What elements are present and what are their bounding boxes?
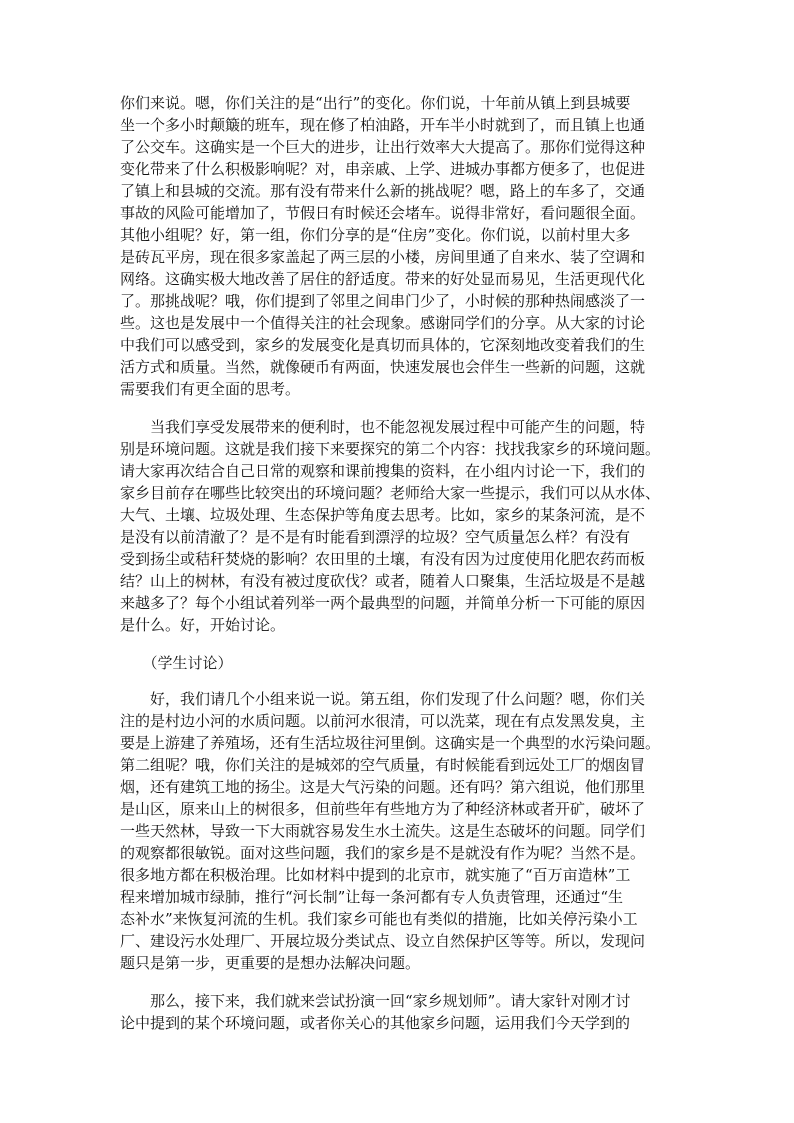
text-line: 事故的风险可能增加了，节假日有时候还会堵车。说得非常好，看问题很全面。 (120, 204, 646, 222)
paragraph (120, 688, 680, 974)
text-line: 些。这也是发展中一个值得关注的社会现象。感谢同学们的分享。从大家的讨论 (120, 314, 646, 332)
text-line: 要是上游建了养殖场，还有生活垃圾往河里倒。这确实是一个典型的水污染问题。 (120, 734, 661, 752)
text-line: 其他小组呢？好，第一组，你们分享的是“住房”变化。你们说，以前村里大多 (120, 226, 631, 244)
text-line: 一些天然林，导致一下大雨就容易发生水土流失。这是生态破坏的问题。同学们 (120, 822, 646, 840)
text-line: 当我们享受发展带来的便利时，也不能忽视发展过程中可能产生的问题，特 (120, 418, 646, 436)
text-line: 了公交车。这确实是一个巨大的进步，让出行效率大大提高了。那你们觉得这种 (120, 138, 646, 156)
paragraph (120, 92, 680, 400)
text-line: （学生讨论） (120, 654, 233, 672)
text-line: 题只是第一步，更重要的是想办法解决问题。 (120, 954, 421, 972)
text-line: 来越多了？每个小组试着列举一两个最典型的问题，并简单分析一下可能的原因 (120, 594, 646, 612)
text-line: 结？山上的树林，有没有被过度砍伐？或者，随着人口聚集，生活垃圾是不是越 (120, 572, 646, 590)
text-line: 论中提到的某个环境问题，或者你关心的其他家乡问题，运用我们今天学到的 (120, 1014, 631, 1032)
text-line: 烟，还有建筑工地的扬尘。这是大气污染的问题。还有吗？第六组说，他们那里 (120, 778, 646, 796)
text-line: 厂、建设污水处理厂、开展垃圾分类试点、设立自然保护区等等。所以，发现问 (120, 932, 646, 950)
text-line: 很多地方都在积极治理。比如材料中提到的北京市，就实施了“百万亩造林”工 (120, 866, 631, 884)
paragraph (120, 990, 680, 1034)
text-line: 大气、土壤、垃圾处理、生态保护等角度去思考。比如，家乡的某条河流，是不 (120, 506, 646, 524)
text-line: 了。那挑战呢？哦，你们提到了邻里之间串门少了，小时候的那种热闹感淡了一 (120, 292, 646, 310)
text-line: 程来增加城市绿肺，推行“河长制”让每一条河都有专人负责管理，还通过“生 (120, 888, 624, 906)
text-line: 注的是村边小河的水质问题。以前河水很清，可以洗菜，现在有点发黑发臭，主 (120, 712, 646, 730)
text-line: 是没有以前清澈了？是不是有时能看到漂浮的垃圾？空气质量怎么样？有没有 (120, 528, 631, 546)
paragraph-student-discussion (120, 652, 680, 674)
text-line: 请大家再次结合自己日常的观察和课前搜集的资料，在小组内讨论一下，我们的 (120, 462, 646, 480)
text-line: 是砖瓦平房，现在很多家盖起了两三层的小楼，房间里通了自来水、装了空调和 (120, 248, 646, 266)
text-line: 那么，接下来，我们就来尝试扮演一回“家乡规划师”。请大家针对刚才讨 (120, 992, 631, 1010)
text-line: 家乡目前存在哪些比较突出的环境问题？老师给大家一些提示，我们可以从水体、 (120, 484, 661, 502)
text-line: 受到扬尘或秸秆焚烧的影响？农田里的土壤，有没有因为过度使用化肥农药而板 (120, 550, 646, 568)
text-line: 的观察都很敏锐。面对这些问题，我们的家乡是不是就没有作为呢？当然不是。 (120, 844, 646, 862)
text-line: 需要我们有更全面的思考。 (120, 380, 301, 398)
text-line: 好，我们请几个小组来说一说。第五组，你们发现了什么问题？嗯，你们关 (120, 690, 646, 708)
document-page (120, 92, 680, 1050)
text-line: 是山区，原来山上的树很多，但前些年有些地方为了种经济林或者开矿，破坏了 (120, 800, 646, 818)
text-line: 网络。这确实极大地改善了居住的舒适度。带来的好处显而易见，生活更现代化 (120, 270, 646, 288)
text-line: 你们来说。嗯，你们关注的是“出行”的变化。你们说，十年前从镇上到县城要 (120, 94, 631, 112)
text-line: 第二组呢？哦，你们关注的是城郊的空气质量，有时候能看到远处工厂的烟囱冒 (120, 756, 646, 774)
text-line: 别是环境问题。这就是我们接下来要探究的第二个内容：找找我家乡的环境问题。 (120, 440, 661, 458)
text-line: 变化带来了什么积极影响呢？对，串亲戚、上学、进城办事都方便多了，也促进 (120, 160, 646, 178)
text-line: 态补水”来恢复河流的生机。我们家乡可能也有类似的措施，比如关停污染小工 (120, 910, 638, 928)
paragraph (120, 416, 680, 636)
text-line: 是什么。好，开始讨论。 (120, 616, 286, 634)
text-line: 活方式和质量。当然，就像硬币有两面，快速发展也会伴生一些新的问题，这就 (120, 358, 646, 376)
text-line: 坐一个多小时颠簸的班车，现在修了柏油路，开车半小时就到了，而且镇上也通 (120, 116, 646, 134)
text-line: 了镇上和县城的交流。那有没有带来什么新的挑战呢？嗯，路上的车多了，交通 (120, 182, 646, 200)
text-line: 中我们可以感受到，家乡的发展变化是真切而具体的，它深刻地改变着我们的生 (120, 336, 646, 354)
